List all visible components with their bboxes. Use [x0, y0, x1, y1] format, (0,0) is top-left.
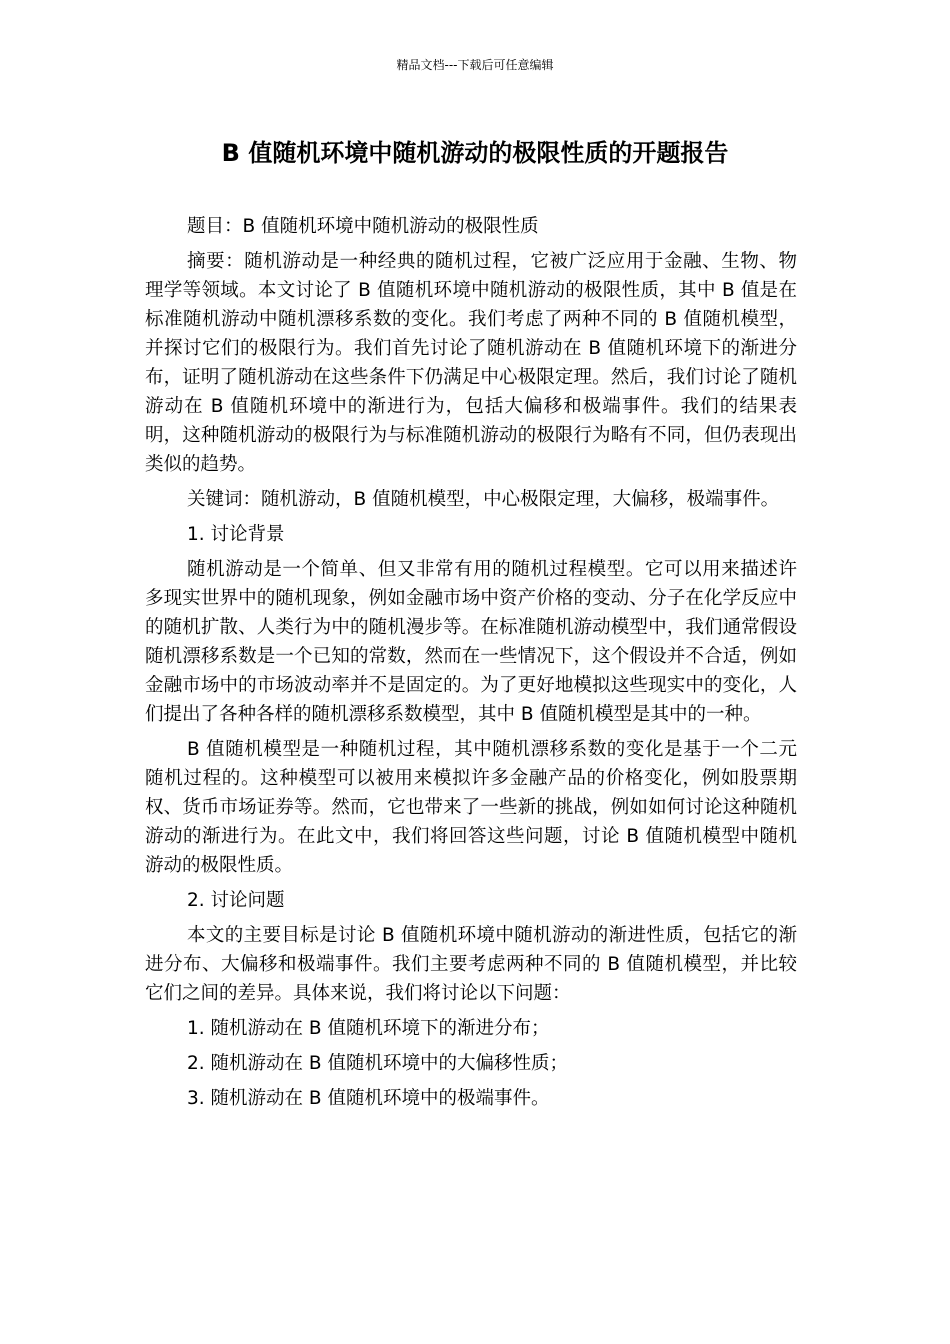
document-body: [145, 212, 797, 1119]
abstract-paragraph: 摘要：随机游动是一种经典的随机过程，它被广泛应用于金融、生物、物理学等领域。本文讨论了 B 值随机环境中随机游动的极限性质，其中 B 值是在标准随机游动中随机漂移系数的变化。我们考虑了两种不同的 B 值随机模型，并探讨它们的极限行为。我们首先讨论了随机游动在 B 值随机环境下的渐进分布，证明了随机游动在这些条件下仍满足中心极限定理。然后，我们讨论了随机游动在 B 值随机环境中的渐进行为，包括大偏移和极端事件。我们的结果表明，这种随机游动的极限行为与标准随机游动的极限行为略有不同，但仍表现出类似的趋势。: [145, 251, 797, 475]
section-heading-problems: 2. 讨论问题: [187, 890, 285, 911]
problems-paragraph: 本文的主要目标是讨论 B 值随机环境中随机游动的渐进性质，包括它的渐进分布、大偏移和极端事件。我们主要考虑两种不同的 B 值随机模型，并比较它们之间的差异。具体来说，我们将讨论以下问题：: [145, 925, 797, 1004]
list-item: 1. 随机游动在 B 值随机环境下的渐进分布；: [187, 1018, 550, 1039]
section-heading-background: 1. 讨论背景: [187, 524, 285, 545]
topic-line: 题目：B 值随机环境中随机游动的极限性质: [187, 216, 539, 237]
keywords-paragraph: 关键词：随机游动，B 值随机模型，中心极限定理，大偏移，极端事件。: [187, 489, 780, 510]
document-title: B 值随机环境中随机游动的极限性质的开题报告: [221, 139, 729, 167]
page-header: 精品文档---下载后可任意编辑: [396, 58, 554, 72]
background-paragraph-1: 随机游动是一个简单、但又非常有用的随机过程模型。它可以用来描述许多现实世界中的随机现象，例如金融市场中资产价格的变动、分子在化学反应中的随机扩散、人类行为中的随机漫步等。在标准随机游动模型中，我们通常假设随机漂移系数是一个已知的常数，然而在一些情况下，这个假设并不合适，例如金融市场中的市场波动率并不是固定的。为了更好地模拟这些现实中的变化，人们提出了各种各样的随机漂移系数模型，其中 B 值随机模型是其中的一种。: [145, 559, 797, 725]
list-item: 2. 随机游动在 B 值随机环境中的大偏移性质；: [187, 1053, 568, 1074]
list-item: 3. 随机游动在 B 值随机环境中的极端事件。: [187, 1088, 550, 1109]
background-paragraph-2: B 值随机模型是一种随机过程，其中随机漂移系数的变化是基于一个二元随机过程的。这种模型可以被用来模拟许多金融产品的价格变化，例如股票期权、货币市场证券等。然而，它也带来了一些新的挑战，例如如何讨论这种随机游动的渐进行为。在此文中，我们将回答这些问题，讨论 B 值随机模型中随机游动的极限性质。: [145, 739, 797, 876]
